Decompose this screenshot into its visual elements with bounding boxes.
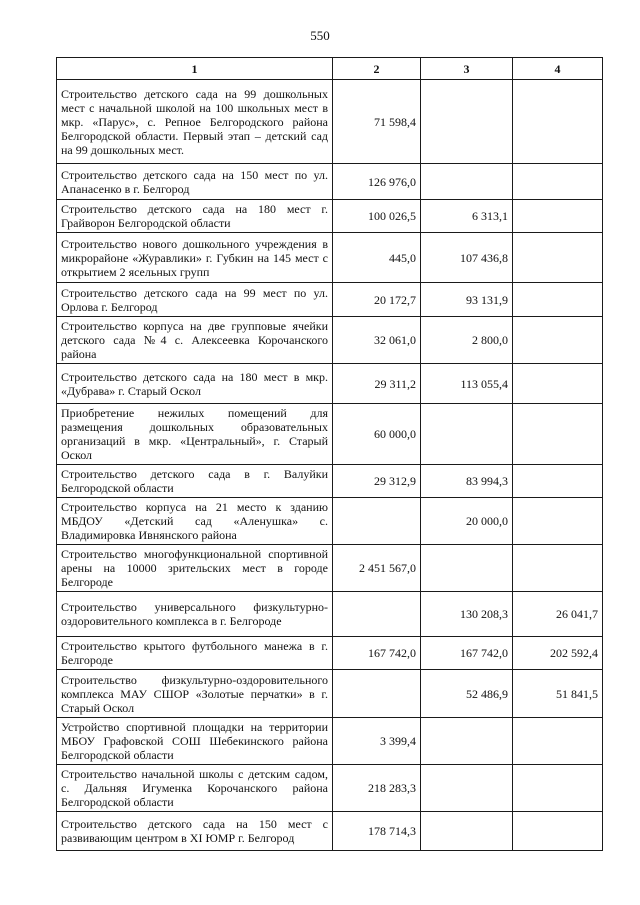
project-description-cell: Строительство корпуса на две групповые ячейки детского сада №4 с. Алексеевка Корочанского района — [57, 317, 333, 364]
table-row — [57, 765, 603, 812]
amount-cell-col3: 52 486,9 — [421, 670, 513, 718]
table-row — [57, 592, 603, 637]
project-description-cell: Строительство физкультурно-оздоровительного комплекса МАУ СШОР «Золотые перчатки» в г. Старый Оскол — [57, 670, 333, 718]
amount-cell-col2: 29 311,2 — [333, 364, 421, 404]
amount-cell-col2: 100 026,5 — [333, 200, 421, 233]
amount-cell-col3: 2 800,0 — [421, 317, 513, 364]
amount-cell-col2: 218 283,3 — [333, 765, 421, 812]
amount-cell-col3 — [421, 545, 513, 592]
amount-cell-col4 — [513, 812, 603, 851]
amount-cell-col2: 29 312,9 — [333, 465, 421, 498]
amount-cell-col3: 107 436,8 — [421, 233, 513, 283]
table-row — [57, 404, 603, 465]
table-row — [57, 80, 603, 164]
column-header-3: 3 — [421, 58, 513, 80]
column-header-2: 2 — [333, 58, 421, 80]
amount-cell-col4 — [513, 404, 603, 465]
project-description-cell: Строительство корпуса на 21 место к зданию МБДОУ «Детский сад «Аленушка» с. Владимировка Ивнянского района — [57, 498, 333, 545]
amount-cell-col4 — [513, 465, 603, 498]
project-description-cell: Строительство нового дошкольного учреждения в микрорайоне «Журавлики» г. Губкин на 145 мест с открытием 2 ясельных групп — [57, 233, 333, 283]
amount-cell-col2: 167 742,0 — [333, 637, 421, 670]
amount-cell-col4 — [513, 545, 603, 592]
table-row — [57, 545, 603, 592]
amount-cell-col2: 71 598,4 — [333, 80, 421, 164]
amount-cell-col4 — [513, 498, 603, 545]
table-body — [57, 80, 603, 851]
table-header-row — [57, 58, 603, 80]
amount-cell-col4 — [513, 200, 603, 233]
amount-cell-col3: 113 055,4 — [421, 364, 513, 404]
amount-cell-col2: 126 976,0 — [333, 164, 421, 200]
amount-cell-col4 — [513, 283, 603, 317]
project-description-cell: Строительство детского сада на 99 дошкольных мест с начальной школой на 100 школьных мест в мкр. «Парус», с. Репное Белгородского района Белгородской области. Первый этап – детский сад на 99 дошкольных мест. — [57, 80, 333, 164]
amount-cell-col2: 32 061,0 — [333, 317, 421, 364]
table-row — [57, 164, 603, 200]
project-description-cell: Строительство начальной школы с детским садом, с. Дальняя Игуменка Корочанского района Белгородской области — [57, 765, 333, 812]
amount-cell-col3 — [421, 404, 513, 465]
amount-cell-col2 — [333, 670, 421, 718]
amount-cell-col4 — [513, 765, 603, 812]
amount-cell-col2: 3 399,4 — [333, 718, 421, 765]
budget-table — [56, 57, 603, 851]
amount-cell-col3 — [421, 164, 513, 200]
amount-cell-col2: 20 172,7 — [333, 283, 421, 317]
table-row — [57, 465, 603, 498]
amount-cell-col4 — [513, 164, 603, 200]
amount-cell-col4 — [513, 364, 603, 404]
table-row — [57, 364, 603, 404]
project-description-cell: Приобретение нежилых помещений для размещения дошкольных образовательных организаций в мкр. «Центральный», г. Старый Оскол — [57, 404, 333, 465]
amount-cell-col2: 178 714,3 — [333, 812, 421, 851]
amount-cell-col3: 20 000,0 — [421, 498, 513, 545]
table-row — [57, 317, 603, 364]
amount-cell-col2: 2 451 567,0 — [333, 545, 421, 592]
amount-cell-col2: 445,0 — [333, 233, 421, 283]
table-row — [57, 283, 603, 317]
amount-cell-col3 — [421, 718, 513, 765]
project-description-cell: Строительство детского сада на 180 мест г. Грайворон Белгородской области — [57, 200, 333, 233]
project-description-cell: Строительство детского сада на 99 мест по ул. Орлова г. Белгород — [57, 283, 333, 317]
amount-cell-col4 — [513, 317, 603, 364]
amount-cell-col2 — [333, 592, 421, 637]
amount-cell-col3: 6 313,1 — [421, 200, 513, 233]
project-description-cell: Строительство универсального физкультурно-оздоровительного комплекса в г. Белгороде — [57, 592, 333, 637]
amount-cell-col3: 130 208,3 — [421, 592, 513, 637]
amount-cell-col4 — [513, 233, 603, 283]
table-row — [57, 233, 603, 283]
project-description-cell: Строительство многофункциональной спортивной арены на 10000 зрительских мест в городе Белгороде — [57, 545, 333, 592]
amount-cell-col2: 60 000,0 — [333, 404, 421, 465]
amount-cell-col3: 83 994,3 — [421, 465, 513, 498]
project-description-cell: Строительство детского сада на 150 мест с развивающим центром в XI ЮМР г. Белгород — [57, 812, 333, 851]
amount-cell-col4: 202 592,4 — [513, 637, 603, 670]
table-row — [57, 670, 603, 718]
amount-cell-col3: 93 131,9 — [421, 283, 513, 317]
amount-cell-col4 — [513, 718, 603, 765]
project-description-cell: Строительство детского сада на 180 мест в мкр. «Дубрава» г. Старый Оскол — [57, 364, 333, 404]
amount-cell-col2 — [333, 498, 421, 545]
project-description-cell: Строительство детского сада на 150 мест по ул. Апанасенко в г. Белгород — [57, 164, 333, 200]
column-header-1: 1 — [57, 58, 333, 80]
amount-cell-col4: 51 841,5 — [513, 670, 603, 718]
amount-cell-col4 — [513, 80, 603, 164]
table-row — [57, 718, 603, 765]
amount-cell-col3 — [421, 812, 513, 851]
table-row — [57, 498, 603, 545]
amount-cell-col3 — [421, 765, 513, 812]
column-header-4: 4 — [513, 58, 603, 80]
table-row — [57, 200, 603, 233]
table-row — [57, 812, 603, 851]
amount-cell-col3: 167 742,0 — [421, 637, 513, 670]
amount-cell-col3 — [421, 80, 513, 164]
project-description-cell: Устройство спортивной площадки на территории МБОУ Графовской СОШ Шебекинского района Белгородской области — [57, 718, 333, 765]
amount-cell-col4: 26 041,7 — [513, 592, 603, 637]
page-number: 550 — [310, 28, 330, 43]
project-description-cell: Строительство детского сада в г. Валуйки Белгородской области — [57, 465, 333, 498]
project-description-cell: Строительство крытого футбольного манежа в г. Белгороде — [57, 637, 333, 670]
table-row — [57, 637, 603, 670]
